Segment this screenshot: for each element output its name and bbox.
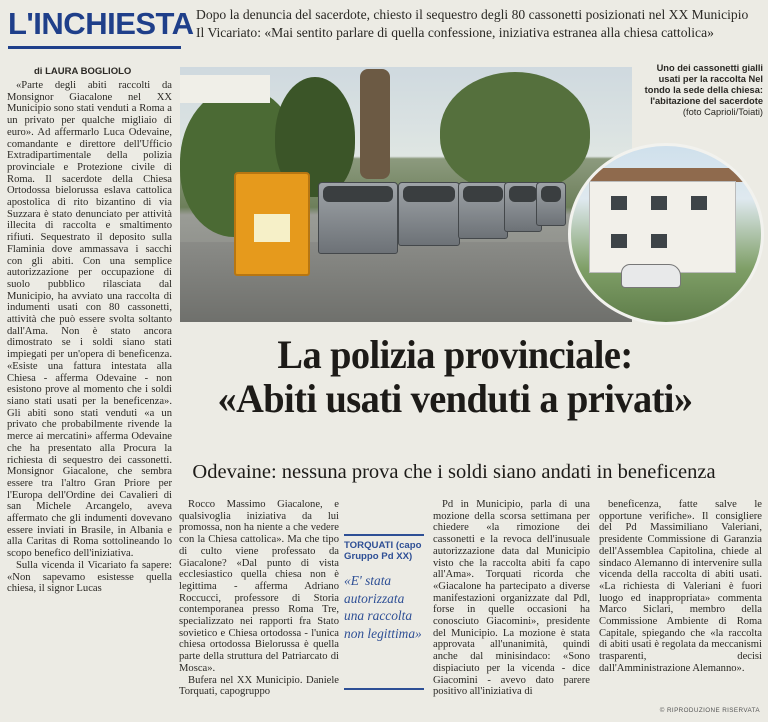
paragraph: beneficenza, fatte salve le opportune verifiche». Il consigliere del Pd Massimiliano Valeriani, presidente Commissione di Garanzia dell'Assemblea Capitolina, chiede al sindaco Alemanno di intervenire sulla vicenda della raccolta di abiti usati. «La richiesta di Valeriani è fuori luogo ed inappropriata» commenta Marco Siclari, membro della Commissione Ambiente di Roma Capitale, spiegando che «la raccolta di abiti usati è regolata da meccanismi trasparenti, decisi dall'Amministrazione Alemanno».	[599, 499, 762, 674]
deck	[196, 6, 762, 42]
article-photo	[180, 67, 632, 322]
headline	[160, 333, 749, 421]
article-column-3	[433, 499, 590, 704]
quote-rule-top	[344, 534, 424, 536]
quote-text: «E' stata autorizzata una raccolta non legittima»	[344, 573, 422, 641]
paragraph: Pd in Municipio, parla di una mozione della scorsa settimana per chiedere «la rimozione dei cassonetti e la revoca dell'inusuale autorizzazione data dal Municipio visto che la raccolta abiti fa capo all'Ama». Torquati ricorda che «Giacalone ha partecipato a diverse manifestazioni organizzate dal Pdl, forse in quelle occasioni ha conosciuto Giacomini», presidente del Municipio. La mozione è stata approvata all'unanimità, quindi anche dal minisindaco: «Sono dispiaciuto per la vicenda - dice Giacomini - avevo dato parere positivo all'iniziativa di	[433, 499, 590, 698]
article-column-2	[179, 499, 339, 704]
deck-line-2: Il Vicariato: «Mai sentito parlare di quella confessione, iniziativa estranea alla chiesa cattolica»	[196, 25, 714, 40]
yellow-bin-image	[234, 172, 310, 276]
paragraph: Bufera nel XX Municipio. Daniele Torquati, capogruppo	[179, 674, 339, 698]
paragraph: Rocco Massimo Giacalone, e qualsivoglia iniziativa da lui promossa, non ha niente a che vedere con la Chiesa cattolica». Ma che tipo di culto viene professato da Giacalone? «Dal punto di vista ecclesiastico quella chiesa non è legittima - afferma Adriano Roccucci, professore di Storia contemporanea presso Roma Tre, specializzato nei rapporti fra Stato sovietico e Chiesa ortodossa - l'unica chiesa ortodossa Bielorussa è quella parte della struttura del Patriarcato di Mosca».	[179, 499, 339, 674]
quote-author: TORQUATI (capo Gruppo Pd XX)	[344, 540, 422, 562]
quote-rule-bottom	[344, 688, 424, 690]
pull-quote	[344, 540, 424, 692]
photo-caption	[640, 63, 763, 118]
caption-text: Uno dei cassonetti gialli usati per la raccolta Nel tondo la sede della chiesa: l'abitazione del sacerdote	[644, 63, 763, 106]
headline-line-2: «Abiti usati venduti a privati»	[217, 376, 693, 421]
article-column-4	[599, 499, 762, 704]
inset-photo-house	[568, 143, 764, 325]
section-kicker: L'INCHIESTA	[8, 6, 194, 41]
byline: di LAURA BOGLIOLO	[34, 66, 132, 77]
headline-line-1: La polizia provinciale:	[277, 332, 633, 377]
article-column-1	[7, 80, 172, 708]
paragraph: «Parte degli abiti raccolti da Monsignor Giacalone nel XX Municipio sono stati venduti a Roma a un privato per qualche migliaio di euro». Ad affermarlo Luca Odevaine, comandante e direttore dell'Ufficio Extradipartimentale della polizia provinciale e Protezione civile di Roma. Il sacerdote della Chiesa Ortodossa bielorussa eslava cattolica apostolica di rito bizantino di via Suzzara è stato denunciato per attività illecita di raccolta e smaltimento rifiuti. Sequestrato il deposito sulla Flaminia dove ammassava i sacchi con gli abiti. Con una semplice autorizzazione per occupazione di suolo pubblico rilasciata dal Municipio, ha avviato una raccolta di indumenti usati con 80 cassonetti, attività che può essere svolta soltanto dall'Ama. Non è stato ancora dimostrato se i soldi siano stati impiegati per un'opera di beneficenza. «Esiste una fattura intestata alla Chiesa - afferma Odevaine - non esistono prove al momento che i soldi siano stati usati per la beneficenza». Gli abiti sono stati venduti «a un privato che probabilmente rivende la merce ai mercatini» afferma Odevaine che ha presentato alla Procura la richiesta di sequestro dei cassonetti. Monsignor Giacalone, che sembra essere tra l'altro Gran Priore per l'Europa dell'Ordine dei Cavalieri di san Michele Arcangelo, aveva affermato che gli indumenti dovevano essere inviati in Brasile, in Albania e alla Caritas di Roma sottolineando lo scopo benefico dell'iniziativa.	[7, 80, 172, 560]
photo-credit: (foto Caprioli/Toiati)	[682, 107, 763, 117]
copyright-notice: © RIPRODUZIONE RISERVATA	[659, 707, 760, 714]
subheadline: Odevaine: nessuna prova che i soldi siano andati in beneficenza	[192, 461, 716, 483]
deck-line-1: Dopo la denuncia del sacerdote, chiesto il sequestro degli 80 cassonetti posizionati nel XX Municipio	[196, 7, 749, 22]
kicker-underline	[8, 46, 181, 49]
paragraph: Sulla vicenda il Vicariato fa sapere: «Non sapevamo esistesse quella chiesa, il signor Lucas	[7, 559, 172, 595]
